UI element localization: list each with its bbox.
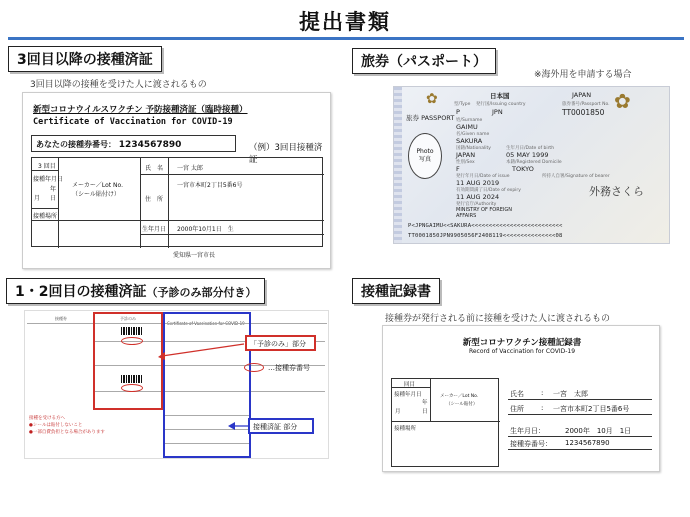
record-dob-label: 生年月日： xyxy=(510,427,545,435)
certificate-title-jp: 新型コロナウイルスワクチン 予防接種済証（臨時接種） xyxy=(33,105,248,115)
passport-expiry-date: 11 AUG 2024 xyxy=(456,193,500,201)
dose-label: 回目 xyxy=(404,382,416,388)
label-issuing-country: 発行国/Issuing country xyxy=(476,102,526,107)
day-label: 日 xyxy=(50,195,57,202)
record-title-en: Record of Vaccination for COVID-19 xyxy=(468,348,576,355)
example-caption: （例）3回目接種済証 xyxy=(249,143,323,165)
month-label: 月 xyxy=(34,195,41,202)
label-given-name: 名/Given name xyxy=(456,132,490,137)
passport-issue-date: 11 AUG 2019 xyxy=(456,179,500,187)
address-label: 住 所 xyxy=(145,196,164,203)
date-label: 接種年月日 xyxy=(394,392,422,398)
issuer-mayor: 愛知県一宮市長 xyxy=(173,252,216,259)
record-name-label: 氏名 xyxy=(510,390,524,398)
section1-note: 3回目以降の接種を受けた人に渡されるもの xyxy=(30,80,207,90)
ticket-number-label: あなたの接種券番号： xyxy=(36,140,116,149)
month-label: 月 xyxy=(395,409,401,415)
passport-code: JPN xyxy=(492,108,503,116)
heading-subtext: （予診のみ部分付き） xyxy=(146,286,257,299)
address-value: 一宮市本町2丁目5番6号 xyxy=(177,182,243,189)
underline xyxy=(508,449,652,450)
record-id-label: 接種券番号： xyxy=(510,440,552,448)
mini-col-pre-exam: 予診のみ xyxy=(120,316,136,321)
label-sex: 性別/Sex xyxy=(456,160,475,165)
heading-text: 3回目以降の接種済証 xyxy=(17,52,153,68)
passport-number: TT0001850 xyxy=(562,108,605,117)
section2-note: ※海外用を申請する場合 xyxy=(534,70,632,80)
label-signature: 所持人自署/Signature of bearer xyxy=(542,174,610,179)
dob-value: 2000年10月1日 生 xyxy=(177,226,234,233)
passport-signature: 外務さくら xyxy=(589,185,644,198)
passport-dob: 05 MAY 1999 xyxy=(506,151,549,159)
place-label: 接種場所 xyxy=(33,213,58,220)
certificate-part-callout: 接種済証 部分 xyxy=(248,418,314,434)
record-name-value: 一宮 太郎 xyxy=(553,390,588,398)
passport-nationality: JAPAN xyxy=(456,151,476,159)
heading-text: 旅券（パスポート） xyxy=(361,54,487,70)
name-label: 氏 名 xyxy=(145,165,164,172)
mini-red-notice: 接種を受ける方へ ●シールは貼付しないこと ●一部自費負担となる場合があります xyxy=(29,416,105,435)
passport-type: P xyxy=(456,108,460,116)
heading-text: 接種記録書 xyxy=(361,284,431,300)
pre-exam-only-callout: 「予診のみ」部分 xyxy=(245,335,316,351)
red-arrowhead xyxy=(158,352,165,360)
chrysanthemum-crest-icon: ✿ xyxy=(614,89,631,113)
label-nationality: 国籍/Nationality xyxy=(456,146,491,151)
mini-col-ticket: 接種券 xyxy=(55,316,67,321)
passport-domicile: TOKYO xyxy=(512,165,534,173)
maker-label: メーカー／Lot No. xyxy=(440,394,479,399)
label-authority: 発行官庁/Authority xyxy=(456,202,497,207)
underline xyxy=(508,436,652,437)
record-name-separator: : xyxy=(541,389,544,397)
oval-legend-icon xyxy=(244,363,264,372)
label-passport-number: 旅券番号/Passport No. xyxy=(562,102,610,107)
passport-doc-label: 旅券 PASSPORT xyxy=(406,114,455,122)
photo-label: Photo 写真 xyxy=(416,148,434,163)
passport-country-jp: 日本国 xyxy=(490,92,510,100)
passport-country-en: JAPAN xyxy=(572,91,592,99)
record-address-label: 住所 xyxy=(510,405,524,413)
passport-surname: GAIMU xyxy=(456,123,478,131)
underline xyxy=(508,399,652,400)
passport-authority: MINISTRY OF FOREIGN AFFAIRS xyxy=(456,207,512,219)
record-address-separator: : xyxy=(541,404,544,412)
ticket-number-value: 1234567890 xyxy=(118,140,182,150)
label-type: 型/Type xyxy=(454,102,471,107)
name-value: 一宮 太郎 xyxy=(177,165,203,172)
record-grid xyxy=(391,378,499,467)
label-issue-date: 発行年月日/Date of issue xyxy=(456,174,510,179)
passport-sex: F xyxy=(456,165,460,173)
sticker-label: （シール貼付） xyxy=(446,402,478,407)
section-heading-record xyxy=(352,278,440,304)
label-dob: 生年月日/Date of birth xyxy=(506,146,555,151)
record-address-value: 一宮市本町2丁目5番6号 xyxy=(553,405,630,413)
vaccination-record xyxy=(382,325,660,472)
certificate-title-en: Certificate of Vaccination for COVID-19 xyxy=(33,117,233,127)
section4-note: 接種券が発行される前に接種を受けた人に渡されるもの xyxy=(385,314,611,324)
oval-legend-text: …接種券番号 xyxy=(268,364,310,372)
passport-mrz-line-2: TT0001850JPN9905056F2408119<<<<<<<<<<<<<<<08 xyxy=(408,233,563,239)
sticker-label: （シール貼付け） xyxy=(72,191,120,198)
dob-label: 生年月日 xyxy=(142,226,167,233)
passport-mrz-line-1: P<JPNGAIMU<<SAKURA<<<<<<<<<<<<<<<<<<<<<<<<<< xyxy=(408,223,563,229)
record-title-jp: 新型コロナワクチン接種記録書 xyxy=(462,338,582,348)
record-dob-value: 2000年 10月 1日 xyxy=(565,427,632,435)
place-label: 接種場所 xyxy=(394,426,417,432)
blue-arrowhead xyxy=(228,422,235,430)
record-id-value: 1234567890 xyxy=(565,439,610,447)
maker-label: メーカー／Lot No. xyxy=(72,182,124,189)
grid-line xyxy=(430,379,431,421)
year-label: 年 xyxy=(50,186,57,193)
grid-line xyxy=(392,421,500,422)
date-label: 接種年月日 xyxy=(33,176,64,183)
chrysanthemum-crest-icon: ✿ xyxy=(426,91,438,107)
page-title: 提出書類 xyxy=(299,10,391,34)
heading-text: 1・2回目の接種済証 xyxy=(15,284,147,300)
label-expiry-date: 有効期間満了日/Date of expiry xyxy=(456,188,521,193)
year-label: 年 xyxy=(422,400,428,406)
underline xyxy=(508,414,652,415)
dose-label: 3 回目 xyxy=(38,163,56,170)
label-domicile: 本籍/Registered Domicile xyxy=(506,160,562,165)
label-surname: 姓/Surname xyxy=(456,118,483,123)
passport-given-name: SAKURA xyxy=(456,137,483,145)
red-arrow xyxy=(162,344,244,356)
day-label: 日 xyxy=(422,409,428,415)
